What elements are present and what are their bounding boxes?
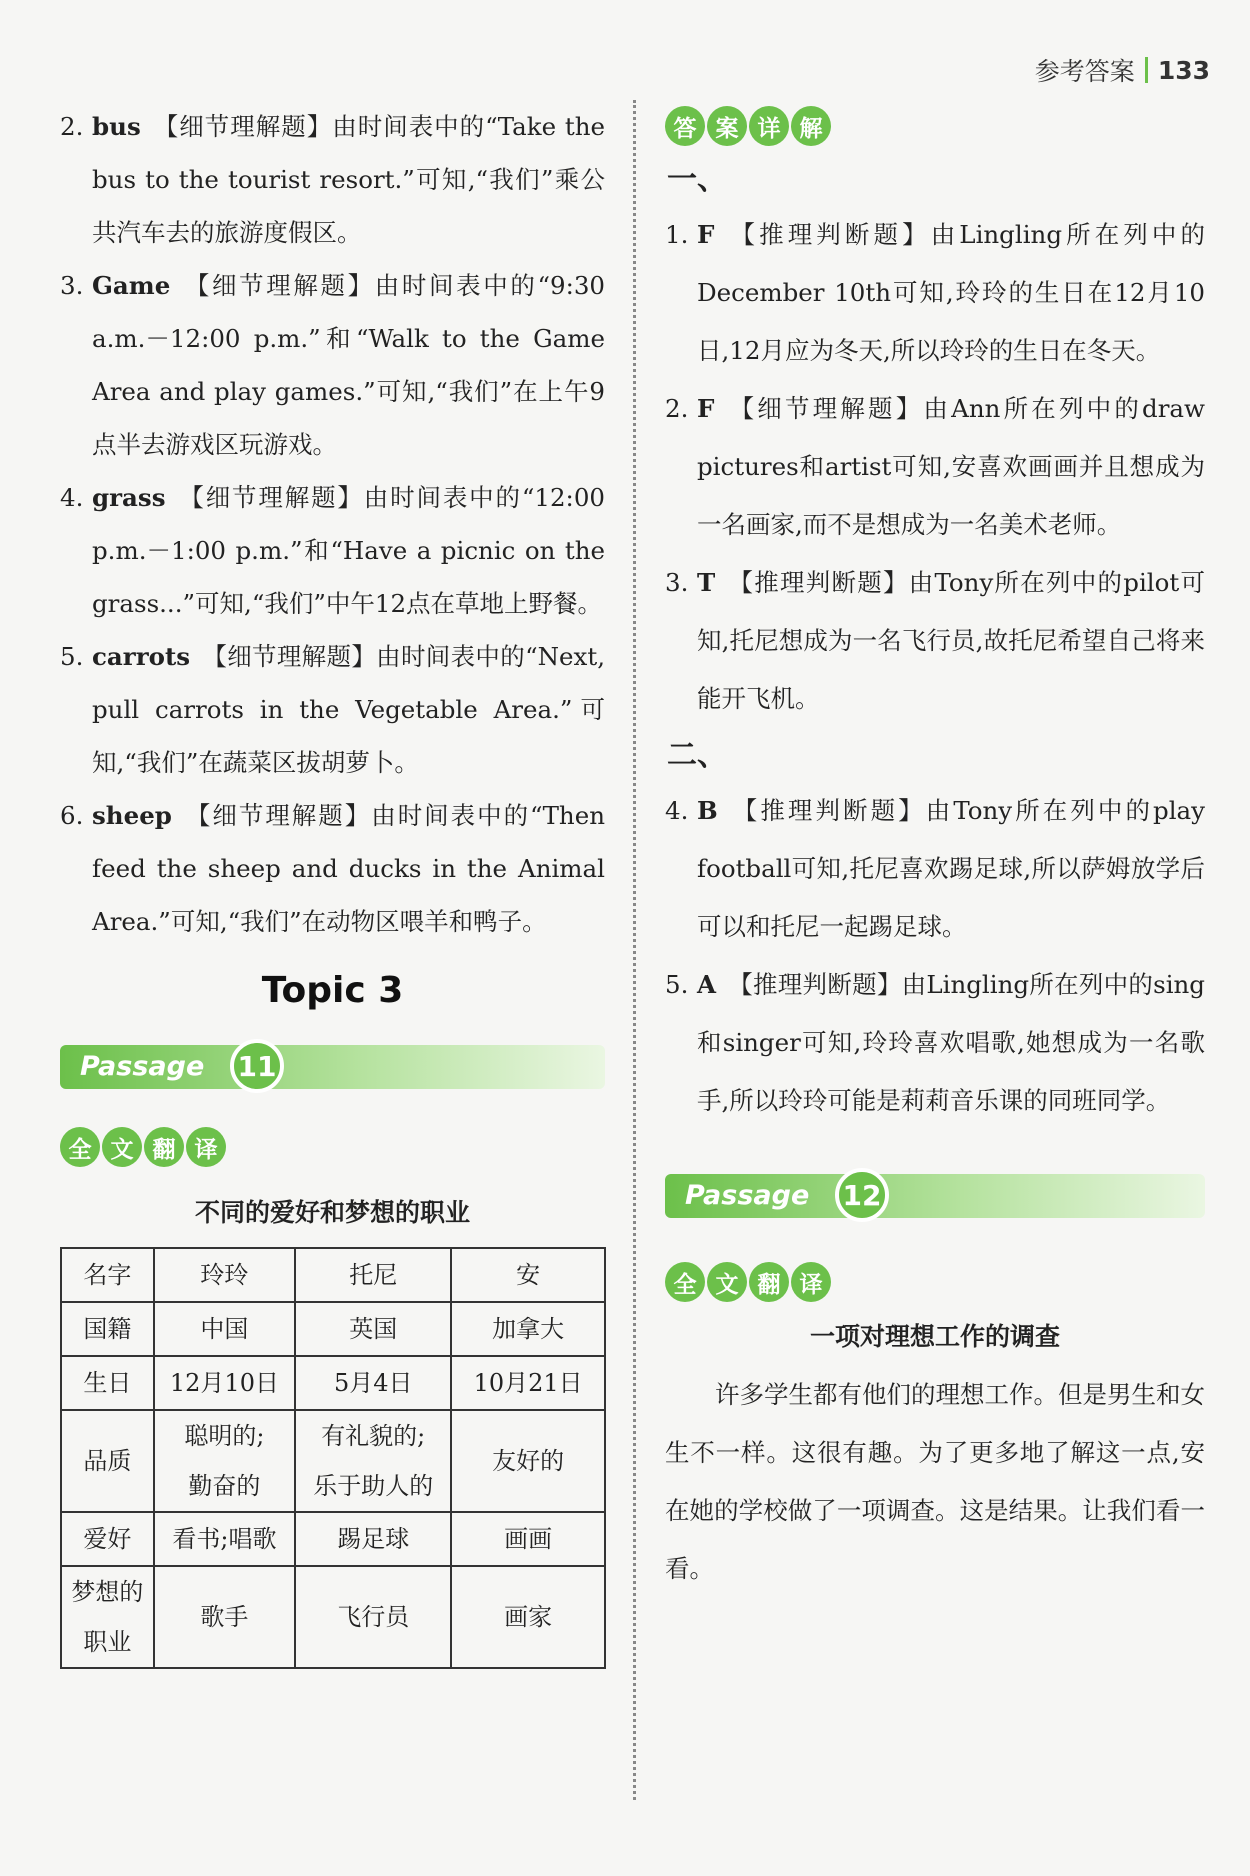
table-cell: 国籍 [61,1302,154,1356]
table-cell: 生日 [61,1356,154,1410]
answer-key: T [697,568,716,597]
badge-char: 详 [749,106,789,146]
passage-number: 12 [835,1168,889,1222]
table-cell: 10月21日 [451,1356,605,1410]
answer-item [665,554,1205,728]
table-cell: 名字 [61,1248,154,1302]
explanation: 【细节理解题】由Ann所在列中的draw pictures和artist可知,安喜欢画画并且想成为一名画家,而不是想成为一名美术老师。 [697,394,1205,539]
explanation: 【细节理解题】由时间表中的“Next, pull carrots in the Vegetable Area.”可知,“我们”在蔬菜区拔胡萝卜。 [92,642,605,777]
item-number: 3. [60,271,84,300]
cell-line: 梦想的 [71,1578,144,1606]
table-row [61,1248,605,1302]
answer-item [60,789,605,948]
table-row [61,1410,605,1512]
explanation: 【推理判断题】由Tony所在列中的play football可知,托尼喜欢踢足球,所以萨姆放学后可以和托尼一起踢足球。 [697,796,1205,941]
cell-line: 有礼貌的; [321,1422,426,1450]
item-number: 4. [60,483,84,512]
passage-banner [60,1039,605,1093]
section-one: 一、 [667,162,727,197]
answer-badges [665,106,1205,146]
table-cell: 12月10日 [154,1356,295,1410]
answer-item [665,956,1205,1130]
answer-item [60,471,605,630]
explanation: 【推理判断题】由Tony所在列中的pilot可知,托尼想成为一名飞行员,故托尼希望自己将来能开飞机。 [697,568,1205,713]
badge-char: 全 [665,1262,705,1302]
answer-key: B [697,796,718,825]
passage-text: 许多学生都有他们的理想工作。但是男生和女生不一样。这很有趣。为了更多地了解这一点,安在她的学校做了一项调查。这是结果。让我们看一看。 [665,1380,1205,1583]
answer-key: F [697,220,715,249]
passage-title: 一项对理想工作的调查 [809,1322,1060,1351]
badge-char: 翻 [749,1262,789,1302]
table-title: 不同的爱好和梦想的职业 [194,1198,470,1227]
passage-label: Passage [685,1179,810,1211]
cell-line: 职业 [83,1628,132,1656]
explanation: 【细节理解题】由时间表中的“Then feed the sheep and ducks in the Animal Area.”可知,“我们”在动物区喂羊和鸭子。 [92,801,605,936]
table-cell: 英国 [295,1302,451,1356]
header-divider [1145,57,1148,83]
passage-label: Passage [80,1050,205,1082]
topic-heading: Topic 3 [261,970,404,1011]
answer-key: A [697,970,717,999]
table-cell: 爱好 [61,1512,154,1566]
translation-badges [60,1127,605,1167]
table-row [61,1566,605,1668]
table-cell [295,1410,451,1512]
section-title: 参考答案 [1034,57,1135,86]
left-column [60,100,605,1669]
answer-key: sheep [92,801,172,830]
answer-key: carrots [92,642,191,671]
item-number: 4. [665,796,689,825]
table-cell [61,1566,154,1668]
page-header [1035,52,1210,88]
badge-char: 译 [186,1127,226,1167]
table-cell: 中国 [154,1302,295,1356]
badge-char: 译 [791,1262,831,1302]
column-divider [633,100,636,1800]
explanation: 【推理判断题】由Lingling所在列中的December 10th可知,玲玲的生日在12月10日,12月应为冬天,所以玲玲的生日在冬天。 [697,220,1205,365]
table-cell: 安 [451,1248,605,1302]
badge-char: 文 [102,1127,142,1167]
answer-item [665,206,1205,380]
table-cell: 看书;唱歌 [154,1512,295,1566]
translation-badges [665,1262,1205,1302]
item-number: 6. [60,801,84,830]
cell-line: 乐于助人的 [313,1472,434,1500]
cell-line: 勤奋的 [188,1472,261,1500]
answer-item [60,100,605,259]
badge-char: 案 [707,106,747,146]
right-column [665,100,1205,1598]
item-number: 5. [60,642,84,671]
table-cell: 玲玲 [154,1248,295,1302]
item-number: 2. [60,112,84,141]
badge-char: 答 [665,106,705,146]
table-cell: 托尼 [295,1248,451,1302]
table-cell: 友好的 [451,1410,605,1512]
table-cell: 画画 [451,1512,605,1566]
item-number: 1. [665,220,689,249]
table-cell: 品质 [61,1410,154,1512]
explanation: 【细节理解题】由时间表中的“12:00 p.m.－1:00 p.m.”和“Have a picnic on the grass...”可知,“我们”中午12点在草地上野餐。 [92,483,605,618]
badge-char: 全 [60,1127,100,1167]
table-cell: 飞行员 [295,1566,451,1668]
badge-char: 解 [791,106,831,146]
section-two: 二、 [667,738,727,773]
table-cell: 5月4日 [295,1356,451,1410]
explanation: 【细节理解题】由时间表中的“Take the bus to the tourist resort.”可知,“我们”乘公共汽车去的旅游度假区。 [92,112,605,247]
table-cell [154,1410,295,1512]
table-row [61,1302,605,1356]
table-cell: 画家 [451,1566,605,1668]
hobby-table [60,1247,606,1669]
answer-key: grass [92,483,166,512]
table-cell: 踢足球 [295,1512,451,1566]
passage-banner [665,1168,1205,1222]
page-number: 133 [1157,55,1210,85]
cell-line: 聪明的; [184,1422,265,1450]
explanation: 【细节理解题】由时间表中的“9:30 a.m.－12:00 p.m.”和“Walk to the Game Area and play games.”可知,“我们”在上午9点半去游戏区玩游戏。 [92,271,605,459]
item-number: 2. [665,394,689,423]
answer-item [665,782,1205,956]
badge-char: 文 [707,1262,747,1302]
table-row [61,1356,605,1410]
answer-key: F [697,394,715,423]
answer-item [665,380,1205,554]
item-number: 3. [665,568,689,597]
table-row [61,1512,605,1566]
answer-item [60,259,605,471]
table-cell: 加拿大 [451,1302,605,1356]
badge-char: 翻 [144,1127,184,1167]
table-cell: 歌手 [154,1566,295,1668]
item-number: 5. [665,970,689,999]
answer-item [60,630,605,789]
passage-number: 11 [230,1039,284,1093]
explanation: 【推理判断题】由Lingling所在列中的sing和singer可知,玲玲喜欢唱歌,她想成为一名歌手,所以玲玲可能是莉莉音乐课的同班同学。 [697,970,1205,1115]
answer-key: Game [92,271,171,300]
answer-key: bus [92,112,141,141]
